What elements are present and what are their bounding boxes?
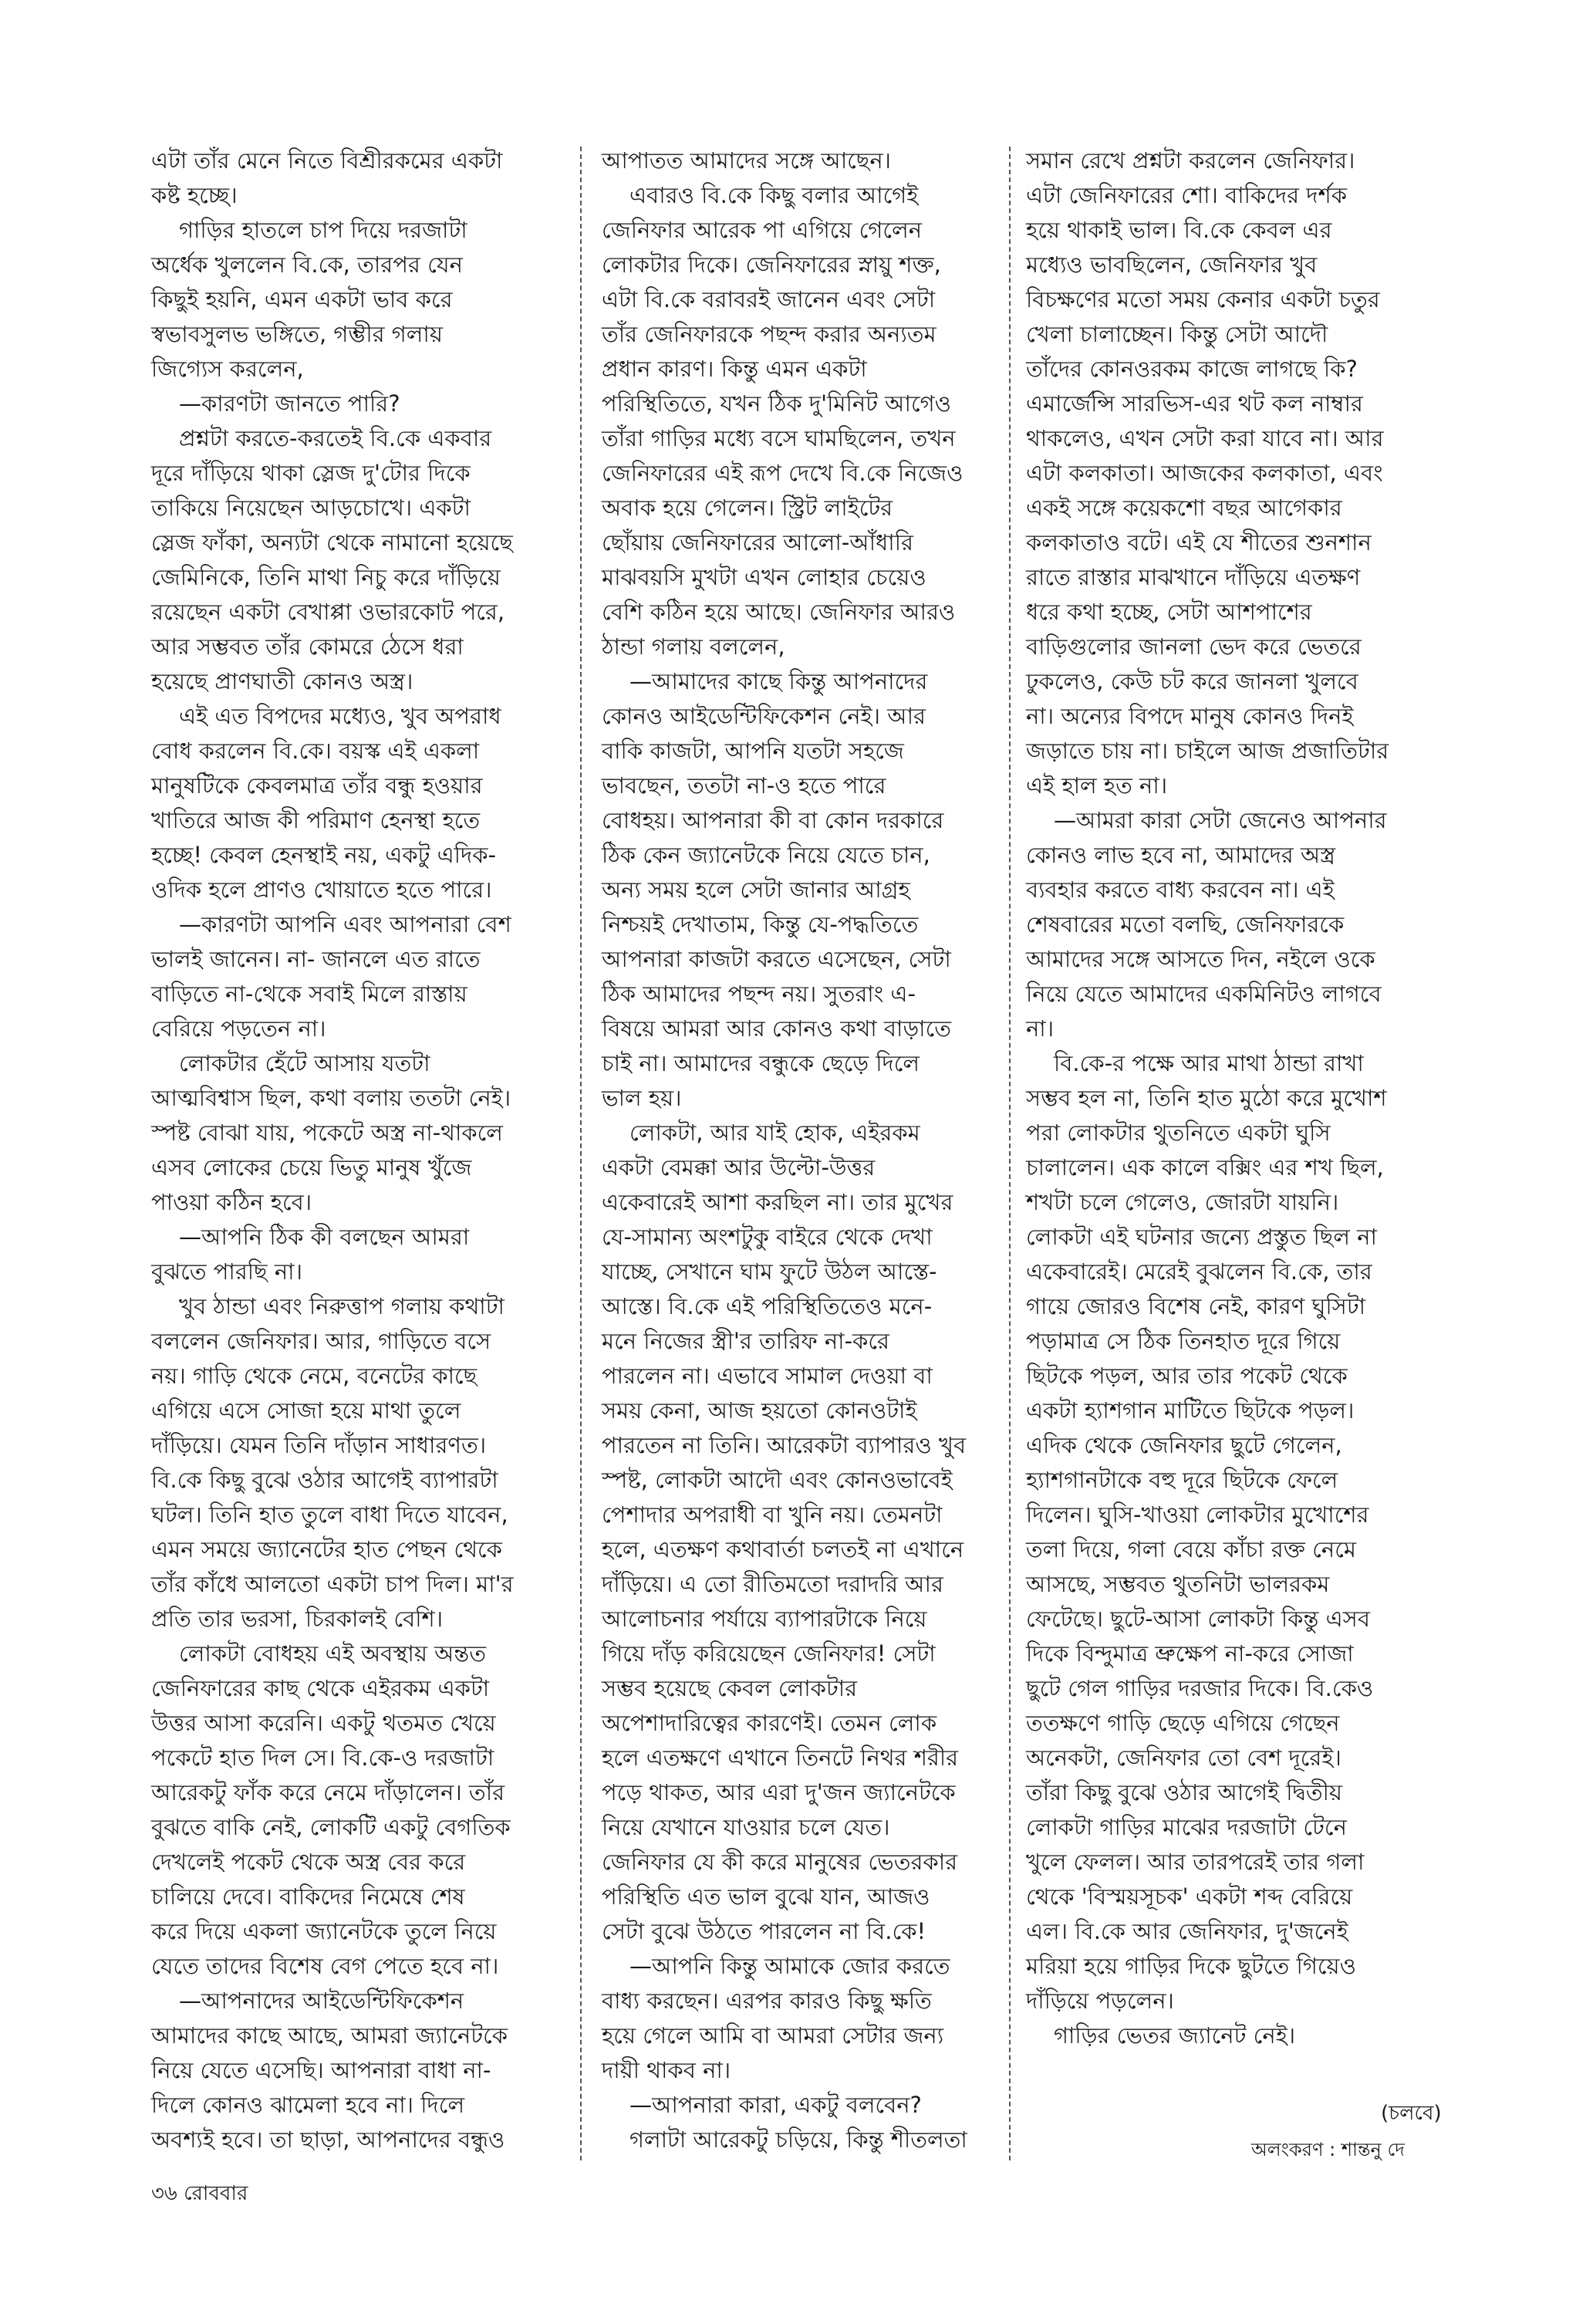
text-line: বেরিয়ে পড়তেন না। xyxy=(151,1015,326,1042)
text-line: খেলা চালাচ্ছেন। কিন্তু সেটা আদৌ xyxy=(1026,321,1328,347)
text-line: লোকটা এই ঘটনার জন্যে প্রস্তুত ছিল না xyxy=(1026,1224,1377,1250)
text-line: ধরে কথা হচ্ছে, সেটা আশপাশের xyxy=(1026,599,1312,625)
text-line: ভালই জানেন। না- জানলে এত রাতে xyxy=(151,946,481,972)
text-line: এমার্জেন্সি সারভিস-এর থট কল নাম্বার xyxy=(1026,390,1363,417)
text-line: —আপনারা কারা, একটু বলবেন? xyxy=(629,2092,922,2118)
text-line: পকেটে হাত দিল সে। বি.কে-ও দরজাটা xyxy=(151,1745,494,1771)
text-line: এমন সময়ে জ্যানেটের হাত পেছন থেকে xyxy=(151,1536,502,1562)
text-line: —আমরা কারা সেটা জেনেও আপনার xyxy=(1054,807,1387,833)
text-line: নিশ্চয়ই দেখাতাম, কিন্তু যে-পদ্ধতিতে xyxy=(602,911,919,937)
text-line: রাতে রাস্তার মাঝখানে দাঁড়িয়ে এতক্ষণ xyxy=(1026,564,1361,590)
text-line: একটা হ্যাশগান মাটিতে ছিটকে পড়ল। xyxy=(1026,1397,1355,1424)
text-line: ভাল হয়। xyxy=(602,1085,682,1111)
text-line: বি.কে-র পক্ষে আর মাথা ঠান্ডা রাখা xyxy=(1054,1050,1364,1076)
text-line: খুলে ফেলল। আর তারপরেই তার গলা xyxy=(1026,1849,1365,1875)
text-line: প্রশ্নটা করতে-করতেই বি.কে একবার xyxy=(179,425,492,451)
text-line: এল। বি.কে আর জেনিফার, দু'জনেই xyxy=(1026,1918,1348,1944)
column-divider xyxy=(580,147,582,2160)
text-line: মরিয়া হয়ে গাড়ির দিকে ছুটতে গিয়েও xyxy=(1026,1953,1356,1979)
text-line: হয়ে থাকাই ভাল। বি.কে কেবল এর xyxy=(1026,217,1332,243)
text-line: দাঁড়িয়ে। এ তো রীতিমতো দরাদরি আর xyxy=(602,1571,943,1597)
text-line: হলে, এতক্ষণ কথাবার্তা চলতই না এখানে xyxy=(602,1536,964,1562)
text-line: ছিটকে পড়ল, আর তার পকেট থেকে xyxy=(1026,1363,1348,1389)
text-line: একটা বেমক্কা আর উল্টো-উত্তর xyxy=(602,1154,876,1181)
text-line: বোধহয়। আপনারা কী বা কোন দরকারে xyxy=(602,807,944,833)
text-line: অপেশাদারিত্বের কারণেই। তেমন লোক xyxy=(602,1710,937,1736)
text-line: কিছুই হয়নি, এমন একটা ভাব করে xyxy=(151,286,453,312)
text-column-3 xyxy=(1026,144,1439,2053)
text-line: একেবারেই আশা করছিল না। তার মুখের xyxy=(602,1189,953,1215)
text-line: বললেন জেনিফার। আর, গাড়িতে বসে xyxy=(151,1328,491,1354)
text-line: গলাটা আরেকটু চড়িয়ে, কিন্তু শীতলতা xyxy=(629,2126,967,2153)
text-line: গাড়ির হাতলে চাপ দিয়ে দরজাটা xyxy=(179,217,467,243)
text-line: এগিয়ে এসে সোজা হয়ে মাথা তুলে xyxy=(151,1397,461,1424)
text-line: আস্তে। বি.কে এই পরিস্থিতিতেও মনে- xyxy=(602,1293,933,1319)
text-line: বাড়িতে না-থেকে সবাই মিলে রাস্তায় xyxy=(151,981,467,1007)
text-line: যেতে তাদের বিশেষ বেগ পেতে হবে না। xyxy=(151,1953,499,1979)
text-line: বি.কে কিছু বুঝে ওঠার আগেই ব্যাপারটা xyxy=(151,1467,498,1493)
text-line: তলা দিয়ে, গলা বেয়ে কাঁচা রক্ত নেমে xyxy=(1026,1536,1356,1562)
text-line: জেনিফারের কাছ থেকে এইরকম একটা xyxy=(151,1675,490,1701)
text-line: স্পষ্ট বোঝা যায়, পকেটে অস্ত্র না-থাকলে xyxy=(151,1120,503,1146)
text-line: আমাদের কাছে আছে, আমরা জ্যানেটকে xyxy=(151,2022,508,2049)
text-line: —কারণটা আপনি এবং আপনারা বেশ xyxy=(179,911,511,937)
column-divider xyxy=(1009,147,1011,2160)
text-line: পাওয়া কঠিন হবে। xyxy=(151,1189,312,1215)
text-line: গাড়ির ভেতর জ্যানেট নেই। xyxy=(1054,2022,1296,2049)
text-line: না। xyxy=(1026,1015,1055,1042)
text-line: আলোচনার পর্যায়ে ব্যাপারটাকে নিয়ে xyxy=(602,1606,927,1632)
text-line: মধ্যেও ভাবছিলেন, জেনিফার খুব xyxy=(1026,252,1318,278)
text-line: দিলে কোনও ঝামেলা হবে না। দিলে xyxy=(151,2092,465,2118)
text-line: ঠিক আমাদের পছন্দ নয়। সুতরাং এ- xyxy=(602,981,916,1007)
text-line: —আপনি ঠিক কী বলছেন আমরা xyxy=(179,1224,470,1250)
text-line: —আমাদের কাছে কিন্তু আপনাদের xyxy=(629,668,928,694)
text-line: চালালেন। এক কালে বক্সিং এর শখ ছিল, xyxy=(1026,1154,1384,1181)
text-line: বুঝতে বাকি নেই, লোকটি একটু বেগতিক xyxy=(151,1814,511,1840)
text-line: নিয়ে যেতে আমাদের একমিনিটও লাগবে xyxy=(1026,981,1382,1007)
text-line: লোকটা, আর যাই হোক, এইরকম xyxy=(629,1120,920,1146)
text-line: অনেকটা, জেনিফার তো বেশ দূরেই। xyxy=(1026,1745,1341,1771)
continued-label: (চলবে) xyxy=(1381,2102,1442,2125)
text-line: জেনিফার আরেক পা এগিয়ে গেলেন xyxy=(602,217,923,243)
text-line: নিয়ে যেখানে যাওয়ার চলে যেত। xyxy=(602,1814,890,1840)
text-line: —আপনি কিন্তু আমাকে জোর করতে xyxy=(629,1953,950,1979)
text-line: মাঝবয়সি মুখটা এখন লোহার চেয়েও xyxy=(602,564,926,590)
text-column-2 xyxy=(602,144,991,2157)
text-line: একেবারেই। মেরেই বুঝলেন বি.কে, তার xyxy=(1026,1258,1372,1285)
text-line: স্বভাবসুলভ ভঙ্গিতে, গম্ভীর গলায় xyxy=(151,321,443,347)
text-line: লোকটা গাড়ির মাঝের দরজাটা টেনে xyxy=(1026,1814,1347,1840)
text-line: দিলেন। ঘুসি-খাওয়া লোকটার মুখোশের xyxy=(1026,1501,1369,1528)
text-line: তাঁরা কিছু বুঝে ওঠার আগেই দ্বিতীয় xyxy=(1026,1779,1342,1805)
text-line: পরিস্থিতিতে, যখন ঠিক দু'মিনিট আগেও xyxy=(602,390,951,417)
text-line: দেখলেই পকেট থেকে অস্ত্র বের করে xyxy=(151,1849,466,1875)
text-line: পেশাদার অপরাধী বা খুনি নয়। তেমনটা xyxy=(602,1501,943,1528)
text-line: এই এত বিপদের মধ্যেও, খুব অপরাধ xyxy=(179,703,501,729)
text-line: বিচক্ষণের মতো সময় কেনার একটা চতুর xyxy=(1026,286,1380,312)
text-line: ঢুকলেও, কেউ চট করে জানলা খুলবে xyxy=(1026,668,1358,694)
text-line: আপাতত আমাদের সঙ্গে আছেন। xyxy=(602,147,892,174)
text-line: পারলেন না। এভাবে সামাল দেওয়া বা xyxy=(602,1363,933,1389)
text-line: সম্ভব হল না, তিনি হাত মুঠো করে মুখোশ xyxy=(1026,1085,1387,1111)
text-line: হচ্ছে! কেবল হেনস্থাই নয়, একটু এদিক- xyxy=(151,842,496,868)
text-line: লোকটা বোধহয় এই অবস্থায় অন্তত xyxy=(179,1640,486,1667)
text-column-1 xyxy=(151,144,560,2157)
text-line: এটা বি.কে বরাবরই জানেন এবং সেটা xyxy=(602,286,936,312)
text-line: অর্ধেক খুললেন বি.কে, তারপর যেন xyxy=(151,252,463,278)
text-line: মনে নিজের স্ত্রী'র তারিফ না-করে xyxy=(602,1328,889,1354)
text-line: এটা কলকাতা। আজকের কলকাতা, এবং xyxy=(1026,460,1383,486)
text-line: দায়ী থাকব না। xyxy=(602,2057,731,2083)
text-line: হয়েছে প্রাণঘাতী কোনও অস্ত্র। xyxy=(151,668,413,694)
illustration-credit: অলংকরণ : শান্তনু দে xyxy=(1251,2139,1405,2160)
text-line: সমান রেখে প্রশ্নটা করলেন জেনিফার। xyxy=(1026,147,1355,174)
text-line: কোনও লাভ হবে না, আমাদের অস্ত্র xyxy=(1026,842,1336,868)
text-line: ছুটে গেল গাড়ির দরজার দিকে। বি.কেও xyxy=(1026,1675,1374,1701)
text-line: কোনও আইডেন্টিফিকেশন নেই। আর xyxy=(602,703,926,729)
text-line: ততক্ষণে গাড়ি ছেড়ে এগিয়ে গেছেন xyxy=(1026,1710,1340,1736)
text-line: ঠিক কেন জ্যানেটকে নিয়ে যেতে চান, xyxy=(602,842,930,868)
text-line: গিয়ে দাঁড় করিয়েছেন জেনিফার! সেটা xyxy=(602,1640,936,1667)
text-line: চালিয়ে দেবে। বাকিদের নিমেষে শেষ xyxy=(151,1883,465,1910)
text-line: দাঁড়িয়ে পড়লেন। xyxy=(1026,1988,1174,2014)
text-line: জেনিফারের এই রূপ দেখে বি.কে নিজেও xyxy=(602,460,963,486)
text-line: দূরে দাঁড়িয়ে থাকা স্লেজ দু'টোর দিকে xyxy=(151,460,471,486)
text-line: থাকলেও, এখন সেটা করা যাবে না। আর xyxy=(1026,425,1384,451)
text-line: আমাদের সঙ্গে আসতে দিন, নইলে ওকে xyxy=(1026,946,1375,972)
text-line: ঠান্ডা গলায় বললেন, xyxy=(602,633,785,660)
text-line: বাড়িগুলোর জানলা ভেদ করে ভেতরে xyxy=(1026,633,1362,660)
text-line: তাঁর কাঁধে আলতো একটা চাপ দিল। মা'র xyxy=(151,1571,514,1597)
text-line: —কারণটা জানতে পারি? xyxy=(179,390,400,417)
text-line: তাঁর জেনিফারকে পছন্দ করার অন্যতম xyxy=(602,321,936,347)
text-line: কষ্ট হচ্ছে। xyxy=(151,182,238,208)
text-line: নয়। গাড়ি থেকে নেমে, বনেটের কাছে xyxy=(151,1363,478,1389)
text-line: ঘটল। তিনি হাত তুলে বাধা দিতে যাবেন, xyxy=(151,1501,508,1528)
text-line: প্রধান কারণ। কিন্তু এমন একটা xyxy=(602,356,867,382)
text-line: যে-সামান্য অংশটুকু বাইরে থেকে দেখা xyxy=(602,1224,933,1250)
page-footer: ৩৬ রোববার xyxy=(151,2182,248,2205)
text-line: ভাবছেন, ততটা না-ও হতে পারে xyxy=(602,772,886,799)
text-line: জেনিফার যে কী করে মানুষের ভেতরকার xyxy=(602,1849,958,1875)
text-line: তাঁরা গাড়ির মধ্যে বসে ঘামছিলেন, তখন xyxy=(602,425,956,451)
text-line: লোকটার হেঁটে আসায় যতটা xyxy=(179,1050,430,1076)
text-line: তাকিয়ে নিয়েছেন আড়চোখে। একটা xyxy=(151,495,471,521)
text-line: সময় কেনা, আজ হয়তো কোনওটাই xyxy=(602,1397,917,1424)
text-line: বুঝতে পারছি না। xyxy=(151,1258,302,1285)
text-line: পড়ামাত্র সে ঠিক তিনহাত দূরে গিয়ে xyxy=(1026,1328,1341,1354)
text-line: করে দিয়ে একলা জ্যানেটকে তুলে নিয়ে xyxy=(151,1918,497,1944)
text-line: এবারও বি.কে কিছু বলার আগেই xyxy=(629,182,919,208)
text-line: জড়াতে চায় না। চাইলে আজ প্রজাতিটার xyxy=(1026,738,1389,764)
text-line: বেশি কঠিন হয়ে আছে। জেনিফার আরও xyxy=(602,599,956,625)
text-line: লোকটার দিকে। জেনিফারের স্নায়ু শক্ত, xyxy=(602,252,941,278)
text-line: অবাক হয়ে গেলেন। স্ট্রিট লাইটের xyxy=(602,495,893,521)
text-line: খুব ঠান্ডা এবং নিরুত্তাপ গলায় কথাটা xyxy=(179,1293,505,1319)
text-line: ফেটেছে। ছুটে-আসা লোকটা কিন্তু এসব xyxy=(1026,1606,1370,1632)
text-line: কলকাতাও বটে। এই যে শীতের শুনশান xyxy=(1026,529,1372,556)
text-line: বোধ করলেন বি.কে। বয়স্ক এই একলা xyxy=(151,738,480,764)
text-line: শেষবারের মতো বলছি, জেনিফারকে xyxy=(1026,911,1345,937)
text-line: বাকি কাজটা, আপনি যতটা সহজে xyxy=(602,738,904,764)
text-line: একই সঙ্গে কয়েকশো বছর আগেকার xyxy=(1026,495,1342,521)
text-line: রয়েছেন একটা বেখাপ্পা ওভারকোট পরে, xyxy=(151,599,505,625)
text-line: হ্যাশগানটাকে বহু দূরে ছিটকে ফেলে xyxy=(1026,1467,1338,1493)
text-line: প্রতি তার ভরসা, চিরকালই বেশি। xyxy=(151,1606,444,1632)
text-line: হলে এতক্ষণে এখানে তিনটে নিথর শরীর xyxy=(602,1745,959,1771)
text-line: আসছে, সম্ভবত থুতনিটা ভালরকম xyxy=(1026,1571,1330,1597)
text-line: এদিক থেকে জেনিফার ছুটে গেলেন, xyxy=(1026,1432,1342,1458)
text-line: এটা তাঁর মেনে নিতে বিশ্রীরকমের একটা xyxy=(151,147,503,174)
text-line: চাই না। আমাদের বন্ধুকে ছেড়ে দিলে xyxy=(602,1050,920,1076)
text-line: অন্য সময় হলে সেটা জানার আগ্রহ xyxy=(602,877,910,903)
text-line: আপনারা কাজটা করতে এসেছেন, সেটা xyxy=(602,946,951,972)
text-line: বাধ্য করছেন। এরপর কারও কিছু ক্ষতি xyxy=(602,1988,932,2014)
text-line: সম্ভব হয়েছে কেবল লোকটার xyxy=(602,1675,858,1701)
text-line: স্লেজ ফাঁকা, অন্যটা থেকে নামানো হয়েছে xyxy=(151,529,513,556)
text-line: বিষয়ে আমরা আর কোনও কথা বাড়াতে xyxy=(602,1015,951,1042)
text-line: সেটা বুঝে উঠতে পারলেন না বি.কে! xyxy=(602,1918,926,1944)
text-line: মানুষটিকে কেবলমাত্র তাঁর বন্ধু হওয়ার xyxy=(151,772,483,799)
text-line: এসব লোকের চেয়ে ভিতু মানুষ খুঁজে xyxy=(151,1154,472,1181)
text-line: দাঁড়িয়ে। যেমন তিনি দাঁড়ান সাধারণত। xyxy=(151,1432,487,1458)
text-line: পরা লোকটার থুতনিতে একটা ঘুসি xyxy=(1026,1120,1331,1146)
text-line: শখটা চলে গেলেও, জোরটা যায়নি। xyxy=(1026,1189,1339,1215)
text-line: হয়ে গেলে আমি বা আমরা সেটার জন্য xyxy=(602,2022,944,2049)
text-line: না। অন্যের বিপদে মানুষ কোনও দিনই xyxy=(1026,703,1354,729)
text-line: পড়ে থাকত, আর এরা দু'জন জ্যানেটকে xyxy=(602,1779,956,1805)
text-line: যাচ্ছে, সেখানে ঘাম ফুটে উঠল আস্তে- xyxy=(602,1258,937,1285)
text-line: স্পষ্ট, লোকটা আদৌ এবং কোনওভাবেই xyxy=(602,1467,953,1493)
text-line: আর সম্ভবত তাঁর কোমরে ঠেসে ধরা xyxy=(151,633,464,660)
text-line: পারতেন না তিনি। আরেকটা ব্যাপারও খুব xyxy=(602,1432,967,1458)
text-line: গায়ে জোরও বিশেষ নেই, কারণ ঘুসিটা xyxy=(1026,1293,1366,1319)
text-line: অবশ্যই হবে। তা ছাড়া, আপনাদের বন্ধুও xyxy=(151,2126,505,2153)
text-line: তাঁদের কোনওরকম কাজে লাগছে কি? xyxy=(1026,356,1358,382)
text-line: উত্তর আসা করেনি। একটু থতমত খেয়ে xyxy=(151,1710,496,1736)
text-line: নিয়ে যেতে এসেছি। আপনারা বাধা না- xyxy=(151,2057,491,2083)
text-line: খাতিরে আজ কী পরিমাণ হেনস্থা হতে xyxy=(151,807,481,833)
text-line: দিকে বিন্দুমাত্র ভ্রুক্ষেপ না-করে সোজা xyxy=(1026,1640,1354,1667)
text-line: এই হাল হত না। xyxy=(1026,772,1168,799)
text-line: থেকে 'বিস্ময়সূচক' একটা শব্দ বেরিয়ে xyxy=(1026,1883,1353,1910)
text-line: ব্যবহার করতে বাধ্য করবেন না। এই xyxy=(1026,877,1335,903)
text-line: এটা জেনিফারের শো। বাকিদের দর্শক xyxy=(1026,182,1347,208)
text-line: পরিস্থিতি এত ভাল বুঝে যান, আজও xyxy=(602,1883,930,1910)
text-line: ছোঁয়ায় জেনিফারের আলো-আঁধারি xyxy=(602,529,913,556)
text-line: আরেকটু ফাঁক করে নেমে দাঁড়ালেন। তাঁর xyxy=(151,1779,505,1805)
text-line: আত্মবিশ্বাস ছিল, কথা বলায় ততটা নেই। xyxy=(151,1085,511,1111)
text-line: ওদিক হলে প্রাণও খোয়াতে হতে পারে। xyxy=(151,877,492,903)
text-line: জেমিনিকে, তিনি মাথা নিচু করে দাঁড়িয়ে xyxy=(151,564,501,590)
text-line: জিগ্যেস করলেন, xyxy=(151,356,304,382)
text-line: —আপনাদের আইডেন্টিফিকেশন xyxy=(179,1988,464,2014)
